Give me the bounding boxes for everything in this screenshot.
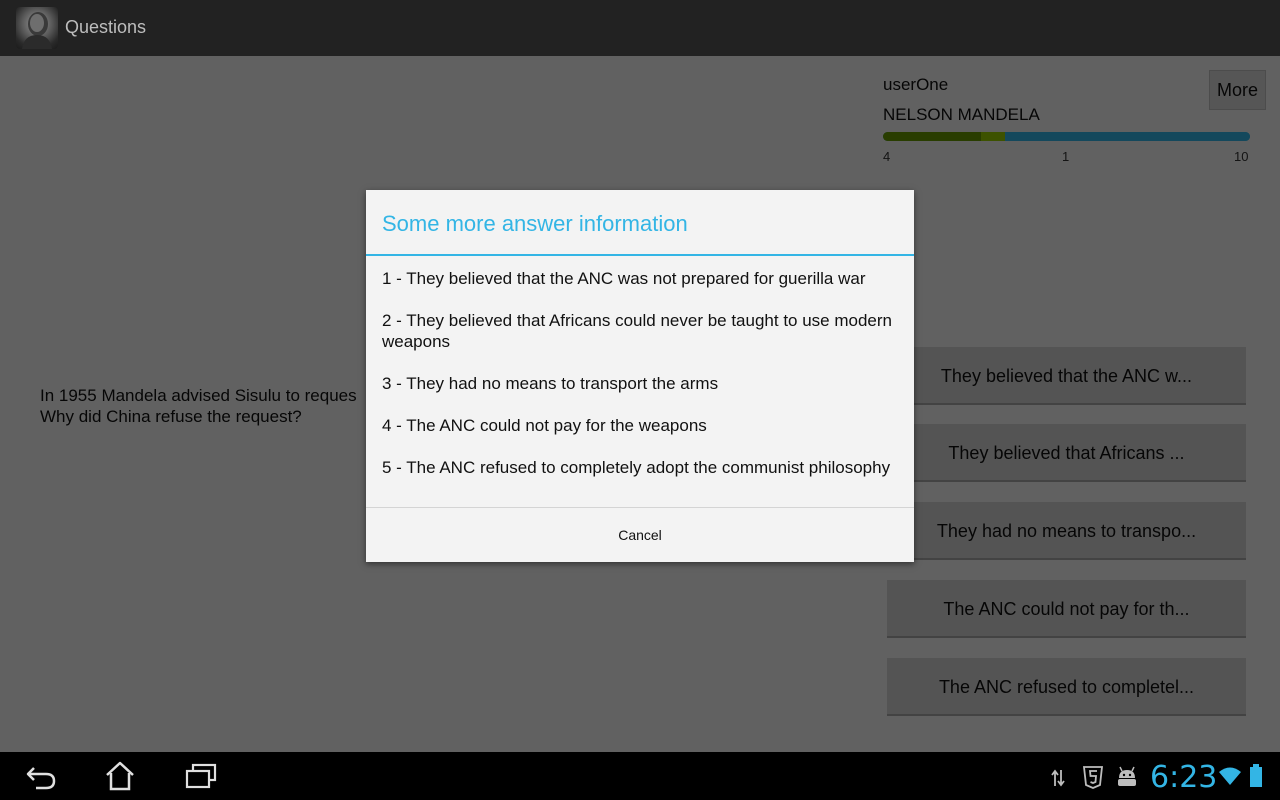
portrait-icon[interactable] [16, 7, 58, 49]
battery-icon [1249, 764, 1263, 793]
dialog-title: Some more answer information [382, 211, 688, 236]
wifi-icon [1218, 766, 1242, 791]
navigation-bar [0, 752, 1280, 800]
cancel-button[interactable]: Cancel [618, 527, 662, 543]
dialog-title-divider [366, 254, 914, 256]
back-icon[interactable] [24, 762, 58, 795]
answer-info-dialog [366, 190, 914, 562]
info-item: 2 - They believed that Africans could never be taught to use modern weapons [382, 311, 892, 351]
html5-icon [1082, 765, 1104, 794]
app-title: Questions [65, 17, 147, 37]
info-item: 5 - The ANC refused to completely adopt the communist philosophy [382, 458, 891, 477]
data-transfer-icon [1051, 768, 1065, 793]
home-icon[interactable] [104, 761, 136, 796]
info-list [382, 268, 902, 499]
info-item: 3 - They had no means to transport the arms [382, 374, 719, 393]
android-icon [1114, 766, 1140, 793]
action-bar [0, 0, 1280, 56]
status-clock: 6:23 [1150, 760, 1218, 795]
info-item: 4 - The ANC could not pay for the weapons [382, 416, 707, 435]
info-item: 1 - They believed that the ANC was not prepared for guerilla war [382, 269, 866, 288]
recent-apps-icon[interactable] [184, 763, 218, 794]
